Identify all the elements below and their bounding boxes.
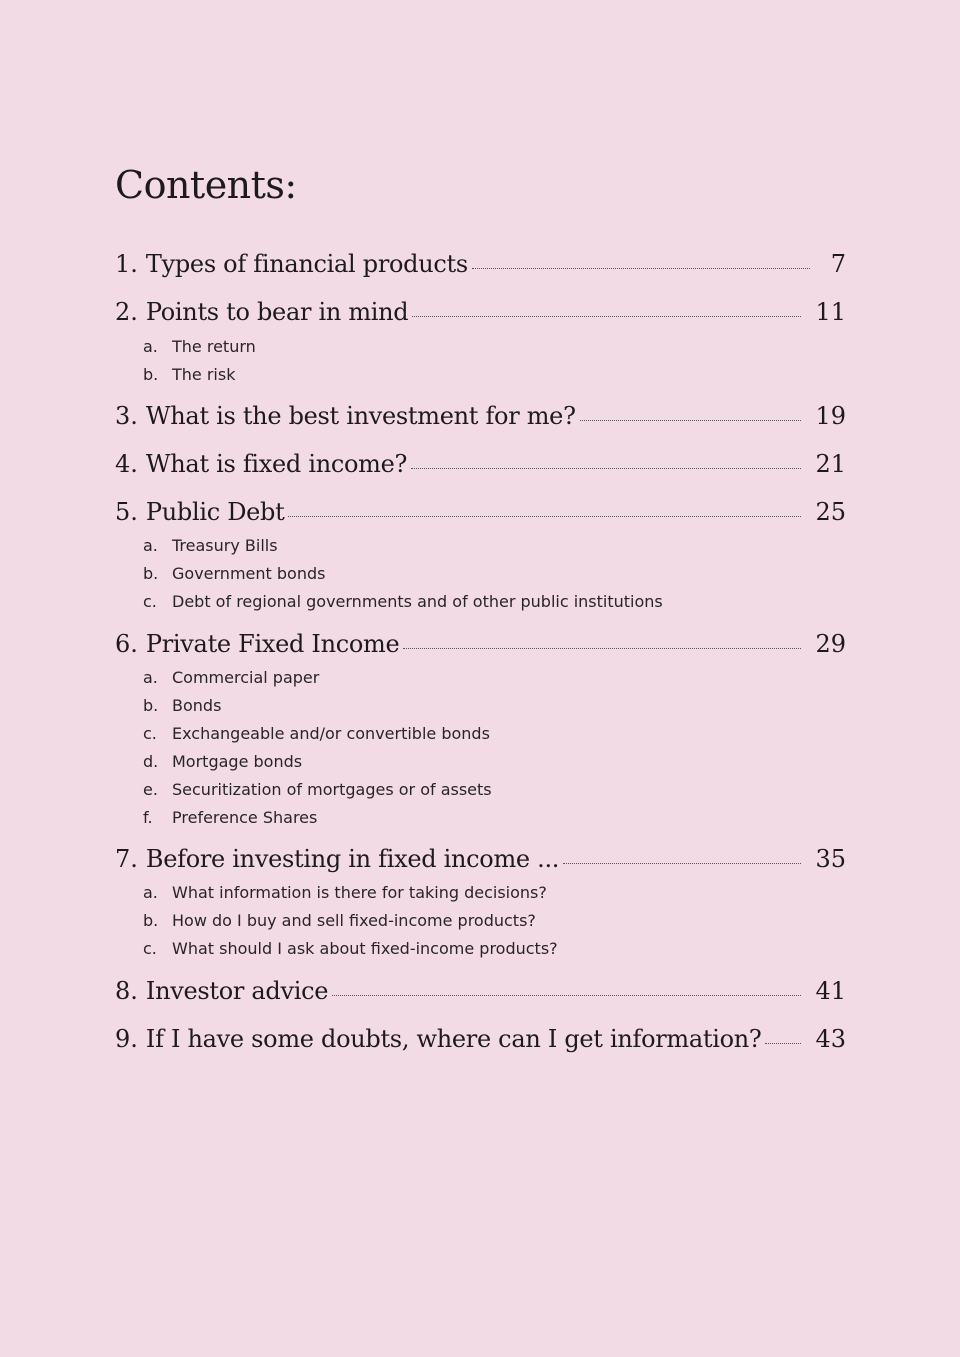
toc-entry-page: 41 bbox=[815, 977, 846, 1005]
toc-entry-label: If I have some doubts, where can I get information? bbox=[145, 1025, 762, 1053]
dot-leader bbox=[288, 516, 801, 517]
toc-subentry[interactable] bbox=[143, 592, 663, 616]
toc-subentry-letter: b. bbox=[143, 911, 159, 930]
toc-entry[interactable] bbox=[115, 402, 846, 438]
toc-subentry[interactable] bbox=[143, 883, 547, 907]
toc-subentry-letter: c. bbox=[143, 724, 157, 743]
toc-subentry-letter: b. bbox=[143, 564, 159, 583]
toc-subentry-letter: b. bbox=[143, 365, 159, 384]
toc-subentry-letter: b. bbox=[143, 696, 159, 715]
toc-subentry[interactable] bbox=[143, 911, 536, 935]
toc-subentry-label: What information is there for taking decisions? bbox=[172, 883, 547, 902]
toc-subentry-label: Commercial paper bbox=[172, 668, 320, 687]
toc-entry-number: 4. bbox=[115, 450, 138, 478]
toc-subentry-letter: f. bbox=[143, 808, 153, 827]
toc-subentry-label: Preference Shares bbox=[172, 808, 318, 827]
toc-entry-number: 5. bbox=[115, 498, 138, 526]
dot-leader bbox=[765, 1043, 801, 1044]
toc-entry-page: 29 bbox=[815, 630, 846, 658]
toc-entry-label: What is the best investment for me? bbox=[145, 402, 576, 430]
toc-entry-page: 35 bbox=[815, 845, 846, 873]
dot-leader bbox=[403, 648, 801, 649]
toc-entry-label: Types of financial products bbox=[145, 250, 468, 278]
toc-entry-number: 3. bbox=[115, 402, 138, 430]
page-title: Contents: bbox=[115, 163, 297, 207]
toc-entry-page: 25 bbox=[815, 498, 846, 526]
table-of-contents bbox=[115, 0, 846, 1357]
toc-entry-page: 7 bbox=[830, 250, 846, 278]
toc-entry-number: 9. bbox=[115, 1025, 138, 1053]
toc-subentry[interactable] bbox=[143, 808, 317, 832]
toc-entry[interactable] bbox=[115, 630, 846, 666]
toc-entry-label: Private Fixed Income bbox=[145, 630, 400, 658]
dot-leader bbox=[472, 268, 810, 269]
toc-entry-page: 43 bbox=[815, 1025, 846, 1053]
toc-subentry[interactable] bbox=[143, 696, 221, 720]
toc-entry[interactable] bbox=[115, 298, 846, 334]
toc-subentry-letter: c. bbox=[143, 939, 157, 958]
toc-entry[interactable] bbox=[115, 1025, 846, 1061]
toc-entry-label: What is fixed income? bbox=[145, 450, 408, 478]
toc-subentry-label: Mortgage bonds bbox=[172, 752, 303, 771]
toc-entry-label: Before investing in fixed income ... bbox=[145, 845, 560, 873]
toc-subentry-label: The return bbox=[172, 337, 256, 356]
toc-subentry[interactable] bbox=[143, 337, 256, 361]
toc-subentry-label: How do I buy and sell fixed-income products? bbox=[172, 911, 536, 930]
toc-subentry-label: The risk bbox=[172, 365, 236, 384]
toc-entry[interactable] bbox=[115, 250, 846, 286]
toc-subentry-label: Securitization of mortgages or of assets bbox=[172, 780, 492, 799]
toc-entry-number: 6. bbox=[115, 630, 138, 658]
dot-leader bbox=[411, 468, 801, 469]
toc-entry-page: 11 bbox=[815, 298, 846, 326]
toc-subentry[interactable] bbox=[143, 365, 235, 389]
toc-subentry-label: Bonds bbox=[172, 696, 222, 715]
toc-subentry[interactable] bbox=[143, 536, 278, 560]
toc-entry-label: Public Debt bbox=[145, 498, 285, 526]
toc-subentry-letter: a. bbox=[143, 536, 158, 555]
toc-entry-number: 1. bbox=[115, 250, 138, 278]
toc-subentry-label: Debt of regional governments and of other public institutions bbox=[172, 592, 663, 611]
toc-subentry[interactable] bbox=[143, 668, 319, 692]
toc-entry-label: Points to bear in mind bbox=[145, 298, 409, 326]
toc-subentry-letter: a. bbox=[143, 883, 158, 902]
toc-subentry-label: Treasury Bills bbox=[172, 536, 278, 555]
toc-entry-number: 2. bbox=[115, 298, 138, 326]
toc-subentry-label: What should I ask about fixed-income products? bbox=[172, 939, 558, 958]
toc-subentry[interactable] bbox=[143, 724, 490, 748]
toc-entry-label: Investor advice bbox=[145, 977, 329, 1005]
toc-entry[interactable] bbox=[115, 977, 846, 1013]
toc-subentry[interactable] bbox=[143, 752, 302, 776]
toc-subentry-label: Government bonds bbox=[172, 564, 326, 583]
toc-entry[interactable] bbox=[115, 845, 846, 881]
dot-leader bbox=[412, 316, 801, 317]
toc-entry-number: 8. bbox=[115, 977, 138, 1005]
dot-leader bbox=[563, 863, 801, 864]
toc-subentry-letter: a. bbox=[143, 668, 158, 687]
toc-subentry[interactable] bbox=[143, 780, 492, 804]
toc-entry[interactable] bbox=[115, 498, 846, 534]
toc-subentry-label: Exchangeable and/or convertible bonds bbox=[172, 724, 490, 743]
dot-leader bbox=[580, 420, 802, 421]
toc-entry-page: 19 bbox=[815, 402, 846, 430]
toc-subentry-letter: a. bbox=[143, 337, 158, 356]
toc-subentry-letter: d. bbox=[143, 752, 159, 771]
toc-subentry-letter: e. bbox=[143, 780, 158, 799]
toc-subentry[interactable] bbox=[143, 939, 558, 963]
toc-entry-number: 7. bbox=[115, 845, 138, 873]
dot-leader bbox=[332, 995, 801, 996]
toc-entry[interactable] bbox=[115, 450, 846, 486]
toc-subentry[interactable] bbox=[143, 564, 325, 588]
toc-entry-page: 21 bbox=[815, 450, 846, 478]
toc-subentry-letter: c. bbox=[143, 592, 157, 611]
